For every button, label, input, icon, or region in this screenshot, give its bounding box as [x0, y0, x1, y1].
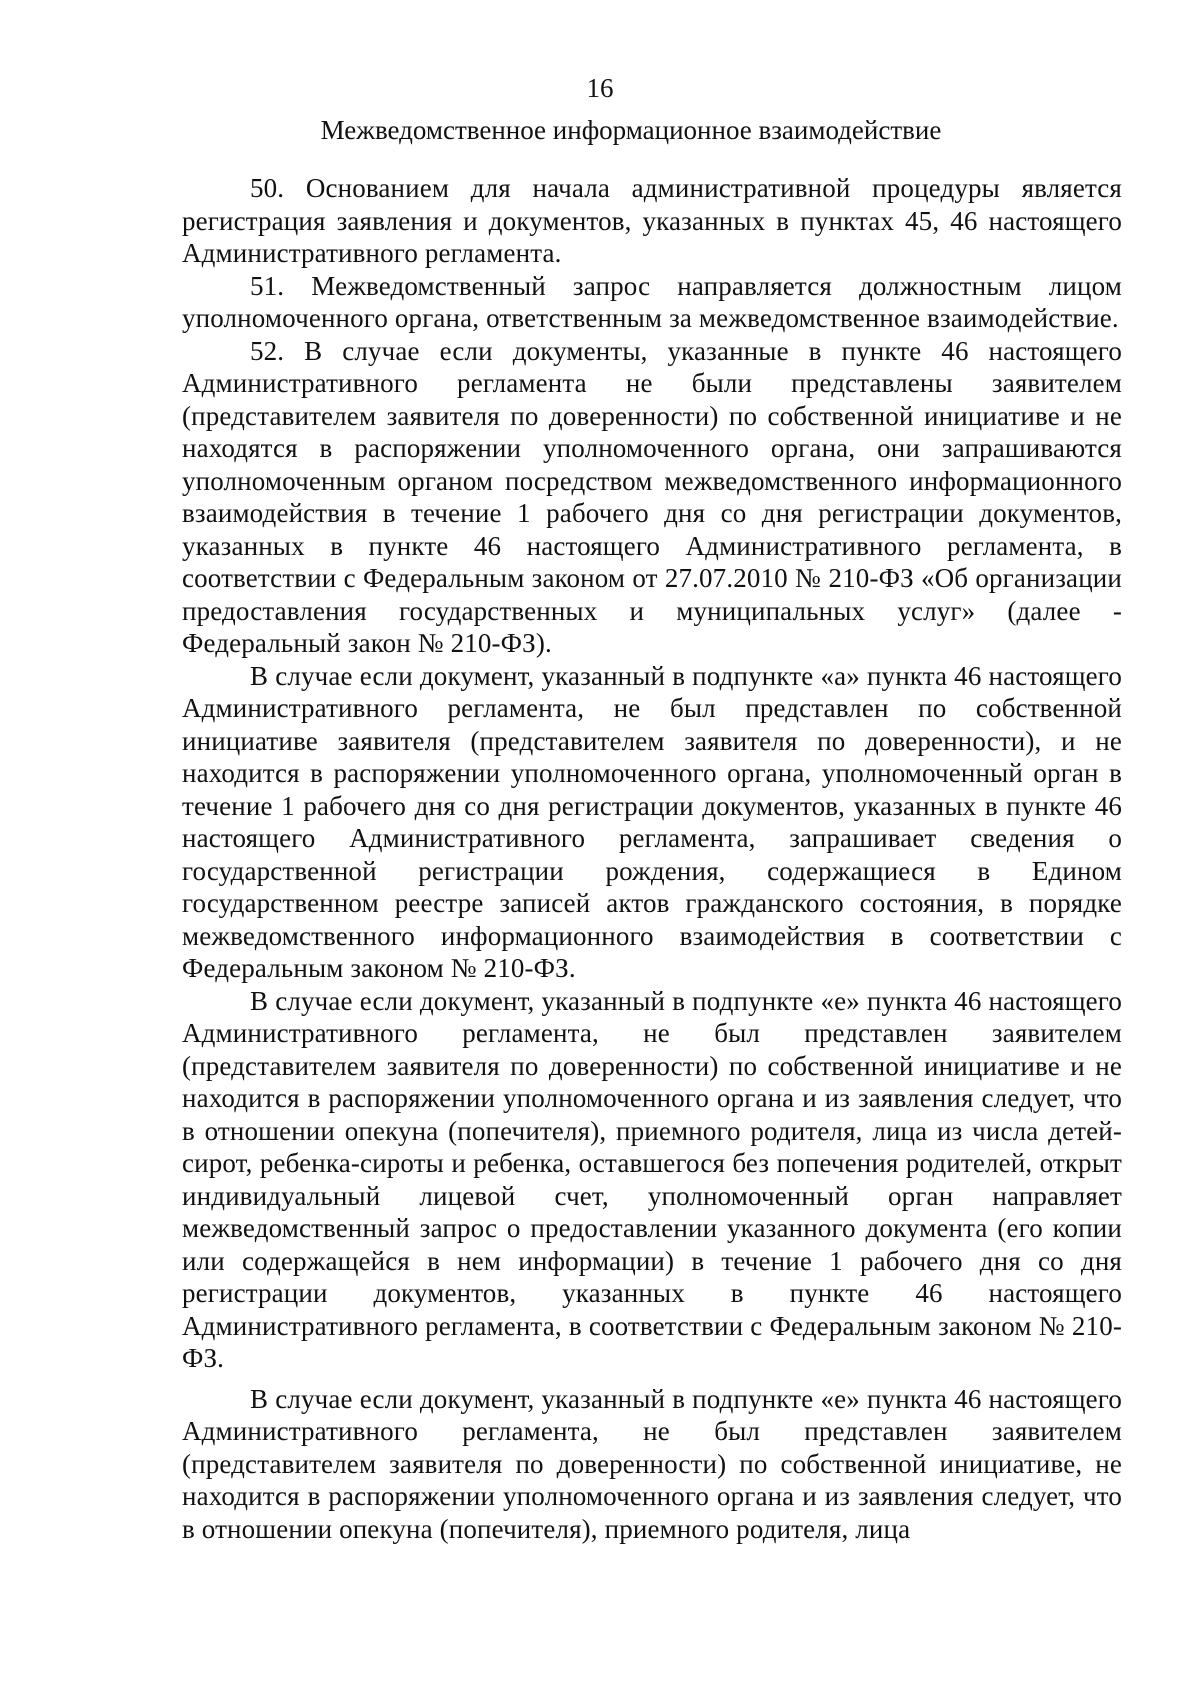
paragraph-52-subpoint-e-continued: В случае если документ, указанный в подпункте «е» пункта 46 настоящего Административного регламента, не был представлен заявителем (представителем заявителя по доверенности) по собственной инициативе, не находится в распоряжении уполномоченного органа и из заявления следует, что в отношении опекуна (попечителя), приемного родителя, лица [182, 1383, 1122, 1544]
paragraph-51: 51. Межведомственный запрос направляется должностным лицом уполномоченного органа, ответственным за межведомственное взаимодействие. [182, 270, 1122, 333]
paragraph-52: 52. В случае если документы, указанные в пункте 46 настоящего Административного регламента не были представлены заявителем (представителем заявителя по доверенности) по собственной инициативе и не находятся в распоряжении уполномоченного органа, они запрашиваются уполномоченным органом посредством межведомственного информационного взаимодействия в течение 1 рабочего дня со дня регистрации документов, указанных в пункте 46 настоящего Административного регламента, в соответствии с Федеральным законом от 27.07.2010 № 210-ФЗ «Об организации предоставления государственных и муниципальных услуг» (далее - Федеральный закон № 210-ФЗ). [182, 335, 1122, 658]
document-body [182, 172, 1122, 1545]
paragraph-52-subpoint-e: В случае если документ, указанный в подпункте «е» пункта 46 настоящего Административного регламента, не был представлен заявителем (представителем заявителя по доверенности) по собственной инициативе и не находится в распоряжении уполномоченного органа и из заявления следует, что в отношении опекуна (попечителя), приемного родителя, лица из числа детей-сирот, ребенка-сироты и ребенка, оставшегося без попечения родителей, открыт индивидуальный лицевой счет, уполномоченный орган направляет межведомственный запрос о предоставлении указанного документа (его копии или содержащейся в нем информации) в течение 1 рабочего дня со дня регистрации документов, указанных в пункте 46 настоящего Административного регламента, в соответствии с Федеральным законом № 210-ФЗ. [182, 985, 1122, 1373]
section-title: Межведомственное информационное взаимодействие [320, 115, 942, 145]
page-number: 16 [586, 73, 614, 103]
paragraph-52-subpoint-a: В случае если документ, указанный в подпункте «а» пункта 46 настоящего Административного регламента, не был представлен по собственной инициативе заявителя (представителем заявителя по доверенности), и не находится в распоряжении уполномоченного органа, уполномоченный орган в течение 1 рабочего дня со дня регистрации документов, указанных в пункте 46 настоящего Административного регламента, запрашивает сведения о государственной регистрации рождения, содержащиеся в Едином государственном реестре записей актов гражданского состояния, в порядке межведомственного информационного взаимодействия в соответствии с Федеральным законом № 210-ФЗ. [182, 660, 1122, 983]
paragraph-50: 50. Основанием для начала административной процедуры является регистрация заявления и документов, указанных в пунктах 45, 46 настоящего Административного регламента. [182, 173, 1122, 268]
